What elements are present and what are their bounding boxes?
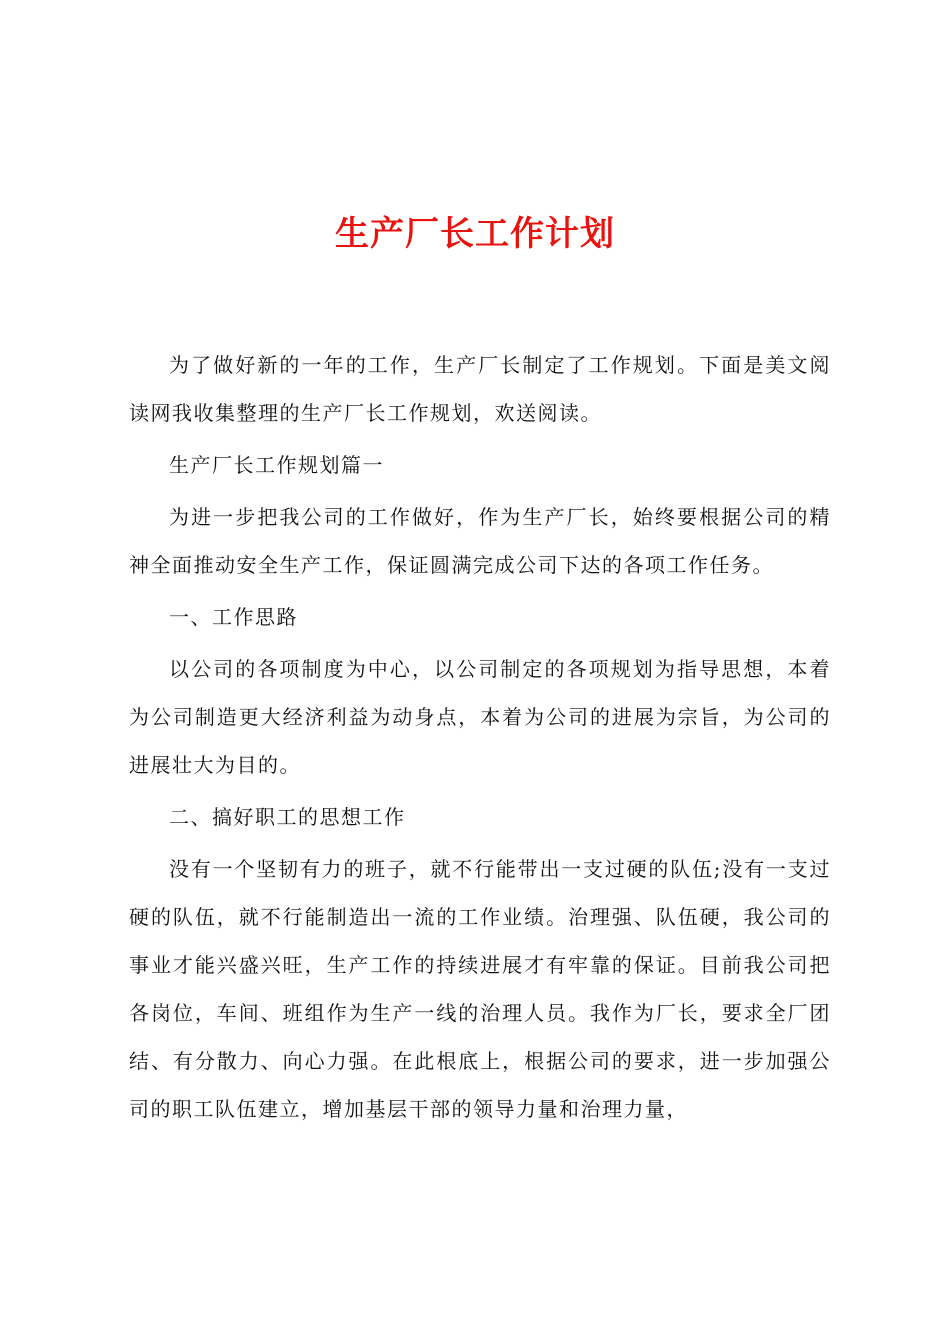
section-heading-plan-one: 生产厂长工作规划篇一 — [169, 453, 384, 477]
document-title: 生产厂长工作计划 — [335, 214, 615, 254]
intro-paragraph: 为了做好新的一年的工作，生产厂长制定了工作规划。下面是美文阅读网我收集整理的生产厂长工作规划，欢送阅读。 — [129, 353, 831, 425]
document-body — [129, 341, 831, 1137]
section-heading-staff-ideology: 二、搞好职工的思想工作 — [169, 805, 406, 829]
staff-ideology-paragraph: 没有一个坚韧有力的班子，就不行能带出一支过硬的队伍;没有一支过硬的队伍，就不行能制造出一流的工作业绩。治理强、队伍硬，我公司的事业才能兴盛兴旺，生产工作的持续进展才有牢靠的保证。目前我公司把各岗位，车间、班组作为生产一线的治理人员。我作为厂长，要求全厂团结、有分散力、向心力强。在此根底上，根据公司的要求，进一步加强公司的职工队伍建立，增加基层干部的领导力量和治理力量， — [129, 857, 831, 1121]
work-approach-paragraph: 以公司的各项制度为中心，以公司制定的各项规划为指导思想，本着为公司制造更大经济利益为动身点，本着为公司的进展为宗旨，为公司的进展壮大为目的。 — [129, 657, 831, 777]
section-heading-work-approach: 一、工作思路 — [169, 605, 298, 629]
plan-intro-paragraph: 为进一步把我公司的工作做好，作为生产厂长，始终要根据公司的精神全面推动安全生产工作，保证圆满完成公司下达的各项工作任务。 — [129, 505, 831, 577]
